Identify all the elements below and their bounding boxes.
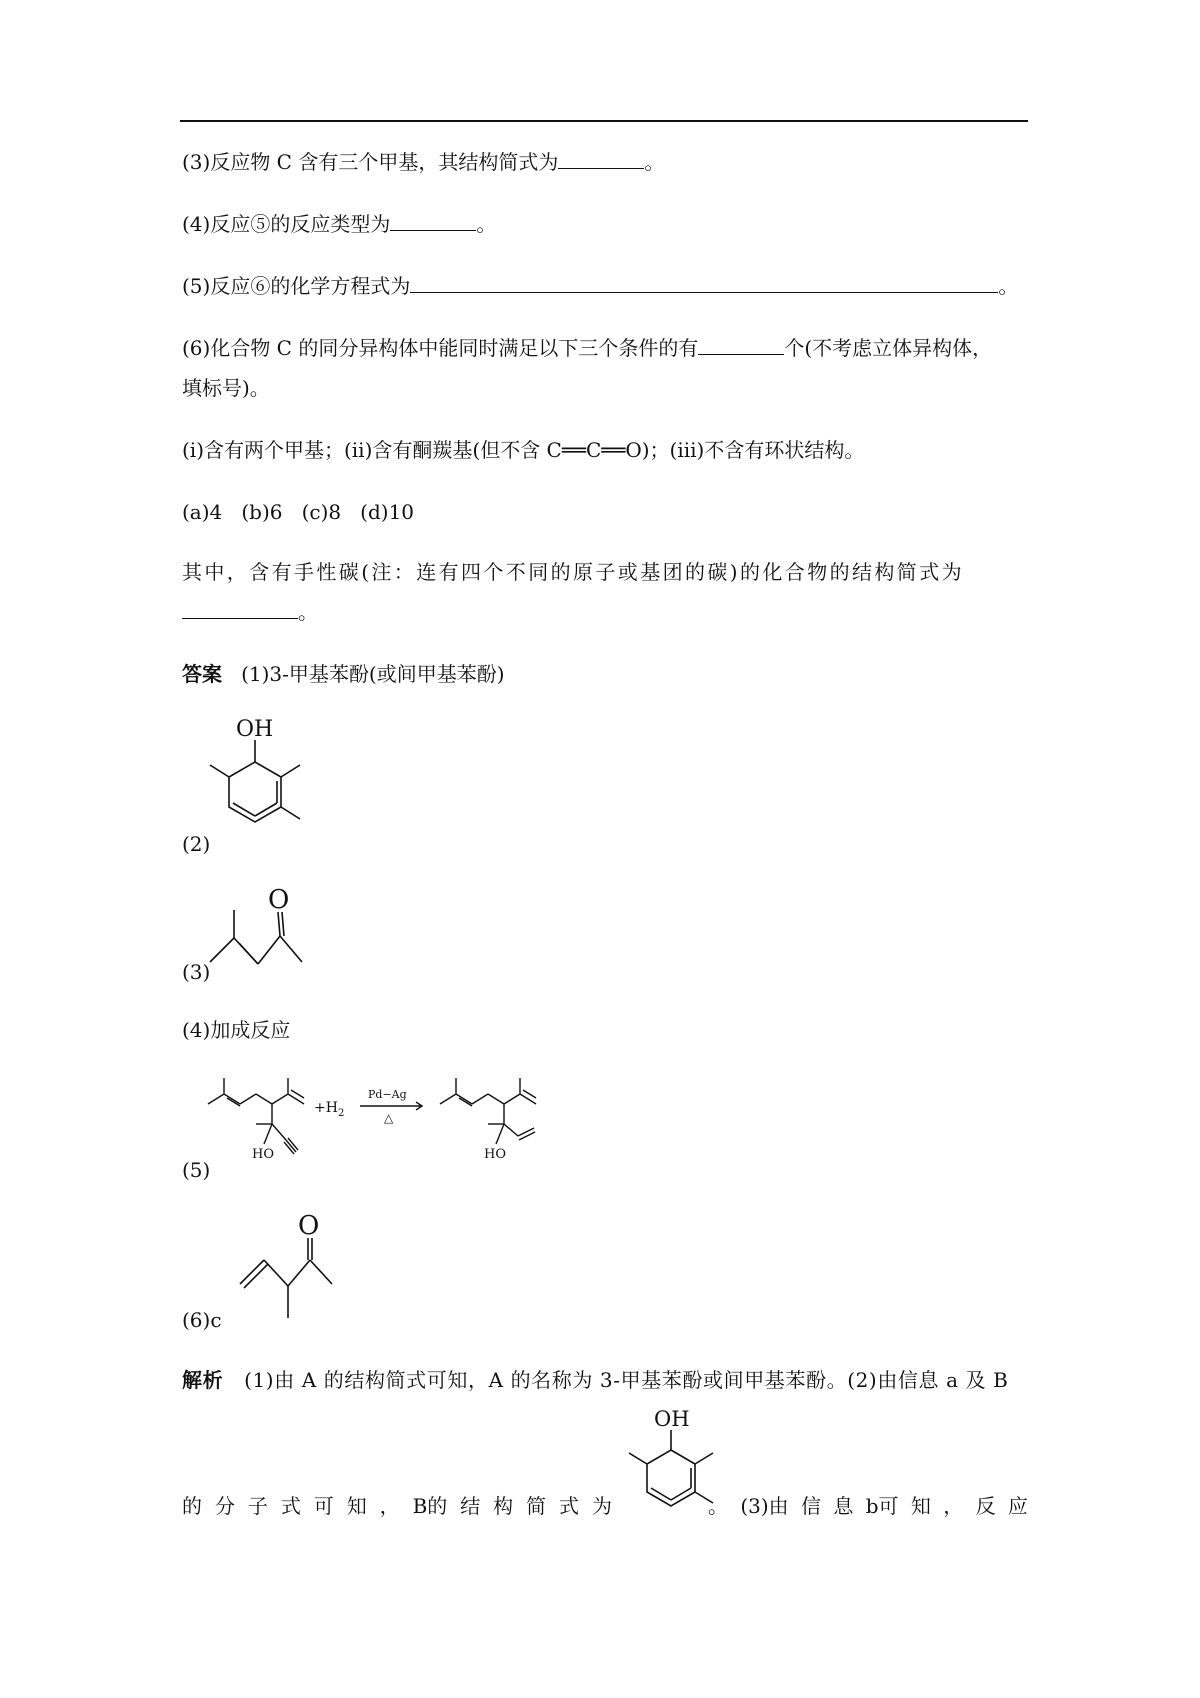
answer-5-reaction: [200, 1070, 560, 1180]
text-segment: ，: [379, 1494, 400, 1518]
text-segment: 分: [214, 1494, 235, 1518]
text-segment: 的: [182, 1494, 202, 1518]
carbonyl-oxygen-label: O: [298, 1211, 320, 1241]
question-6-chiral: 其中，含有手性碳(注：连有四个不同的原子或基团的碳)的化合物的结构简式为: [182, 560, 965, 584]
question-3: [182, 148, 664, 176]
text-segment: b可: [865, 1494, 899, 1518]
answer-2-structure: [200, 708, 310, 858]
answer-blank: [410, 272, 998, 293]
answer-3-label: (3): [182, 960, 211, 984]
text-segment: 结: [460, 1494, 481, 1518]
question-6-chiral-blank: [182, 598, 318, 626]
option-a: (a)4: [182, 500, 223, 524]
text-segment: 应: [1007, 1494, 1028, 1518]
text-segment: 式: [559, 1494, 580, 1518]
question-4: [182, 210, 496, 238]
analysis-line-2-right: [708, 1492, 1028, 1520]
oh-label: OH: [236, 717, 274, 742]
text-segment: 息: [833, 1494, 854, 1518]
question-3-end: 。: [644, 150, 665, 174]
text-segment: 信: [801, 1494, 822, 1518]
header-rule: [180, 120, 1028, 122]
heat-label: △: [384, 1111, 394, 1125]
analysis-heading: 解析: [182, 1368, 224, 1392]
question-6-text: (6)化合物 C 的同分异构体中能同时满足以下三个条件的有: [182, 336, 699, 360]
text-segment: 知: [910, 1494, 931, 1518]
text-segment: 子: [247, 1494, 268, 1518]
answer-heading: 答案: [182, 662, 222, 686]
text-segment: (3)由: [740, 1494, 789, 1518]
question-5: [182, 272, 1018, 300]
question-4-text: (4)反应⑤的反应类型为: [182, 212, 391, 236]
text-segment: 简: [526, 1494, 547, 1518]
question-5-text: (5)反应⑥的化学方程式为: [182, 274, 411, 298]
answer-blank: [558, 148, 644, 169]
option-c: (c)8: [301, 500, 342, 524]
question-6-conditions: (ⅰ)含有两个甲基；(ⅱ)含有酮羰基(但不含 C══C══O)；(ⅲ)不含有环状结构。: [182, 438, 865, 462]
question-6-line1: [182, 334, 992, 362]
answer-blank: [182, 598, 298, 619]
answer-2-label: (2): [182, 832, 211, 856]
text-segment: 可: [313, 1494, 334, 1518]
text-segment: 反: [975, 1494, 996, 1518]
oh-label: OH: [654, 1407, 690, 1431]
question-6-text-end: 个(不考虑立体异构体，: [784, 336, 993, 360]
plus-h2: $+H_2$: [314, 1100, 345, 1119]
carbonyl-oxygen-label: O: [268, 885, 290, 915]
answer-4: (4)加成反应: [182, 1018, 291, 1042]
question-5-end: 。: [998, 274, 1019, 298]
answer-5-label: (5): [182, 1158, 211, 1182]
answer-1: [182, 660, 505, 688]
text-segment: 知: [346, 1494, 367, 1518]
analysis-line-2-left: [182, 1492, 612, 1520]
answer-6-label: (6)c: [182, 1308, 222, 1332]
text-segment: 构: [493, 1494, 514, 1518]
text-segment: 为: [591, 1494, 612, 1518]
answer-1-text: (1)3-甲基苯酚(或间甲基苯酚): [241, 662, 505, 686]
answer-blank: [390, 210, 476, 231]
hydroxyl-label-left: HO: [252, 1147, 274, 1162]
text-segment: ，: [943, 1494, 964, 1518]
question-6-line2: 填标号)。: [182, 376, 270, 400]
text-segment: 。: [708, 1494, 728, 1518]
question-6-options: [182, 498, 414, 526]
analysis-line-1-text: (1)由 A 的结构简式可知，A 的名称为 3-甲基苯酚或间甲基苯酚。(2)由信息 a 及 B: [244, 1368, 1009, 1392]
answer-6-structure: [232, 1208, 342, 1328]
text-segment: B的: [412, 1494, 448, 1518]
catalyst-label: Pd−Ag: [368, 1088, 407, 1101]
option-b: (b)6: [241, 500, 283, 524]
answer-3-structure: [200, 880, 310, 980]
answer-blank: [698, 334, 784, 355]
hydroxyl-label-right: HO: [484, 1147, 506, 1162]
question-6-chiral-end: 。: [298, 600, 318, 624]
analysis-line-1: [182, 1366, 1008, 1394]
question-3-text: (3)反应物 C 含有三个甲基，其结构简式为: [182, 150, 559, 174]
option-d: (d)10: [360, 500, 415, 524]
text-segment: 式: [280, 1494, 301, 1518]
question-4-end: 。: [476, 212, 497, 236]
